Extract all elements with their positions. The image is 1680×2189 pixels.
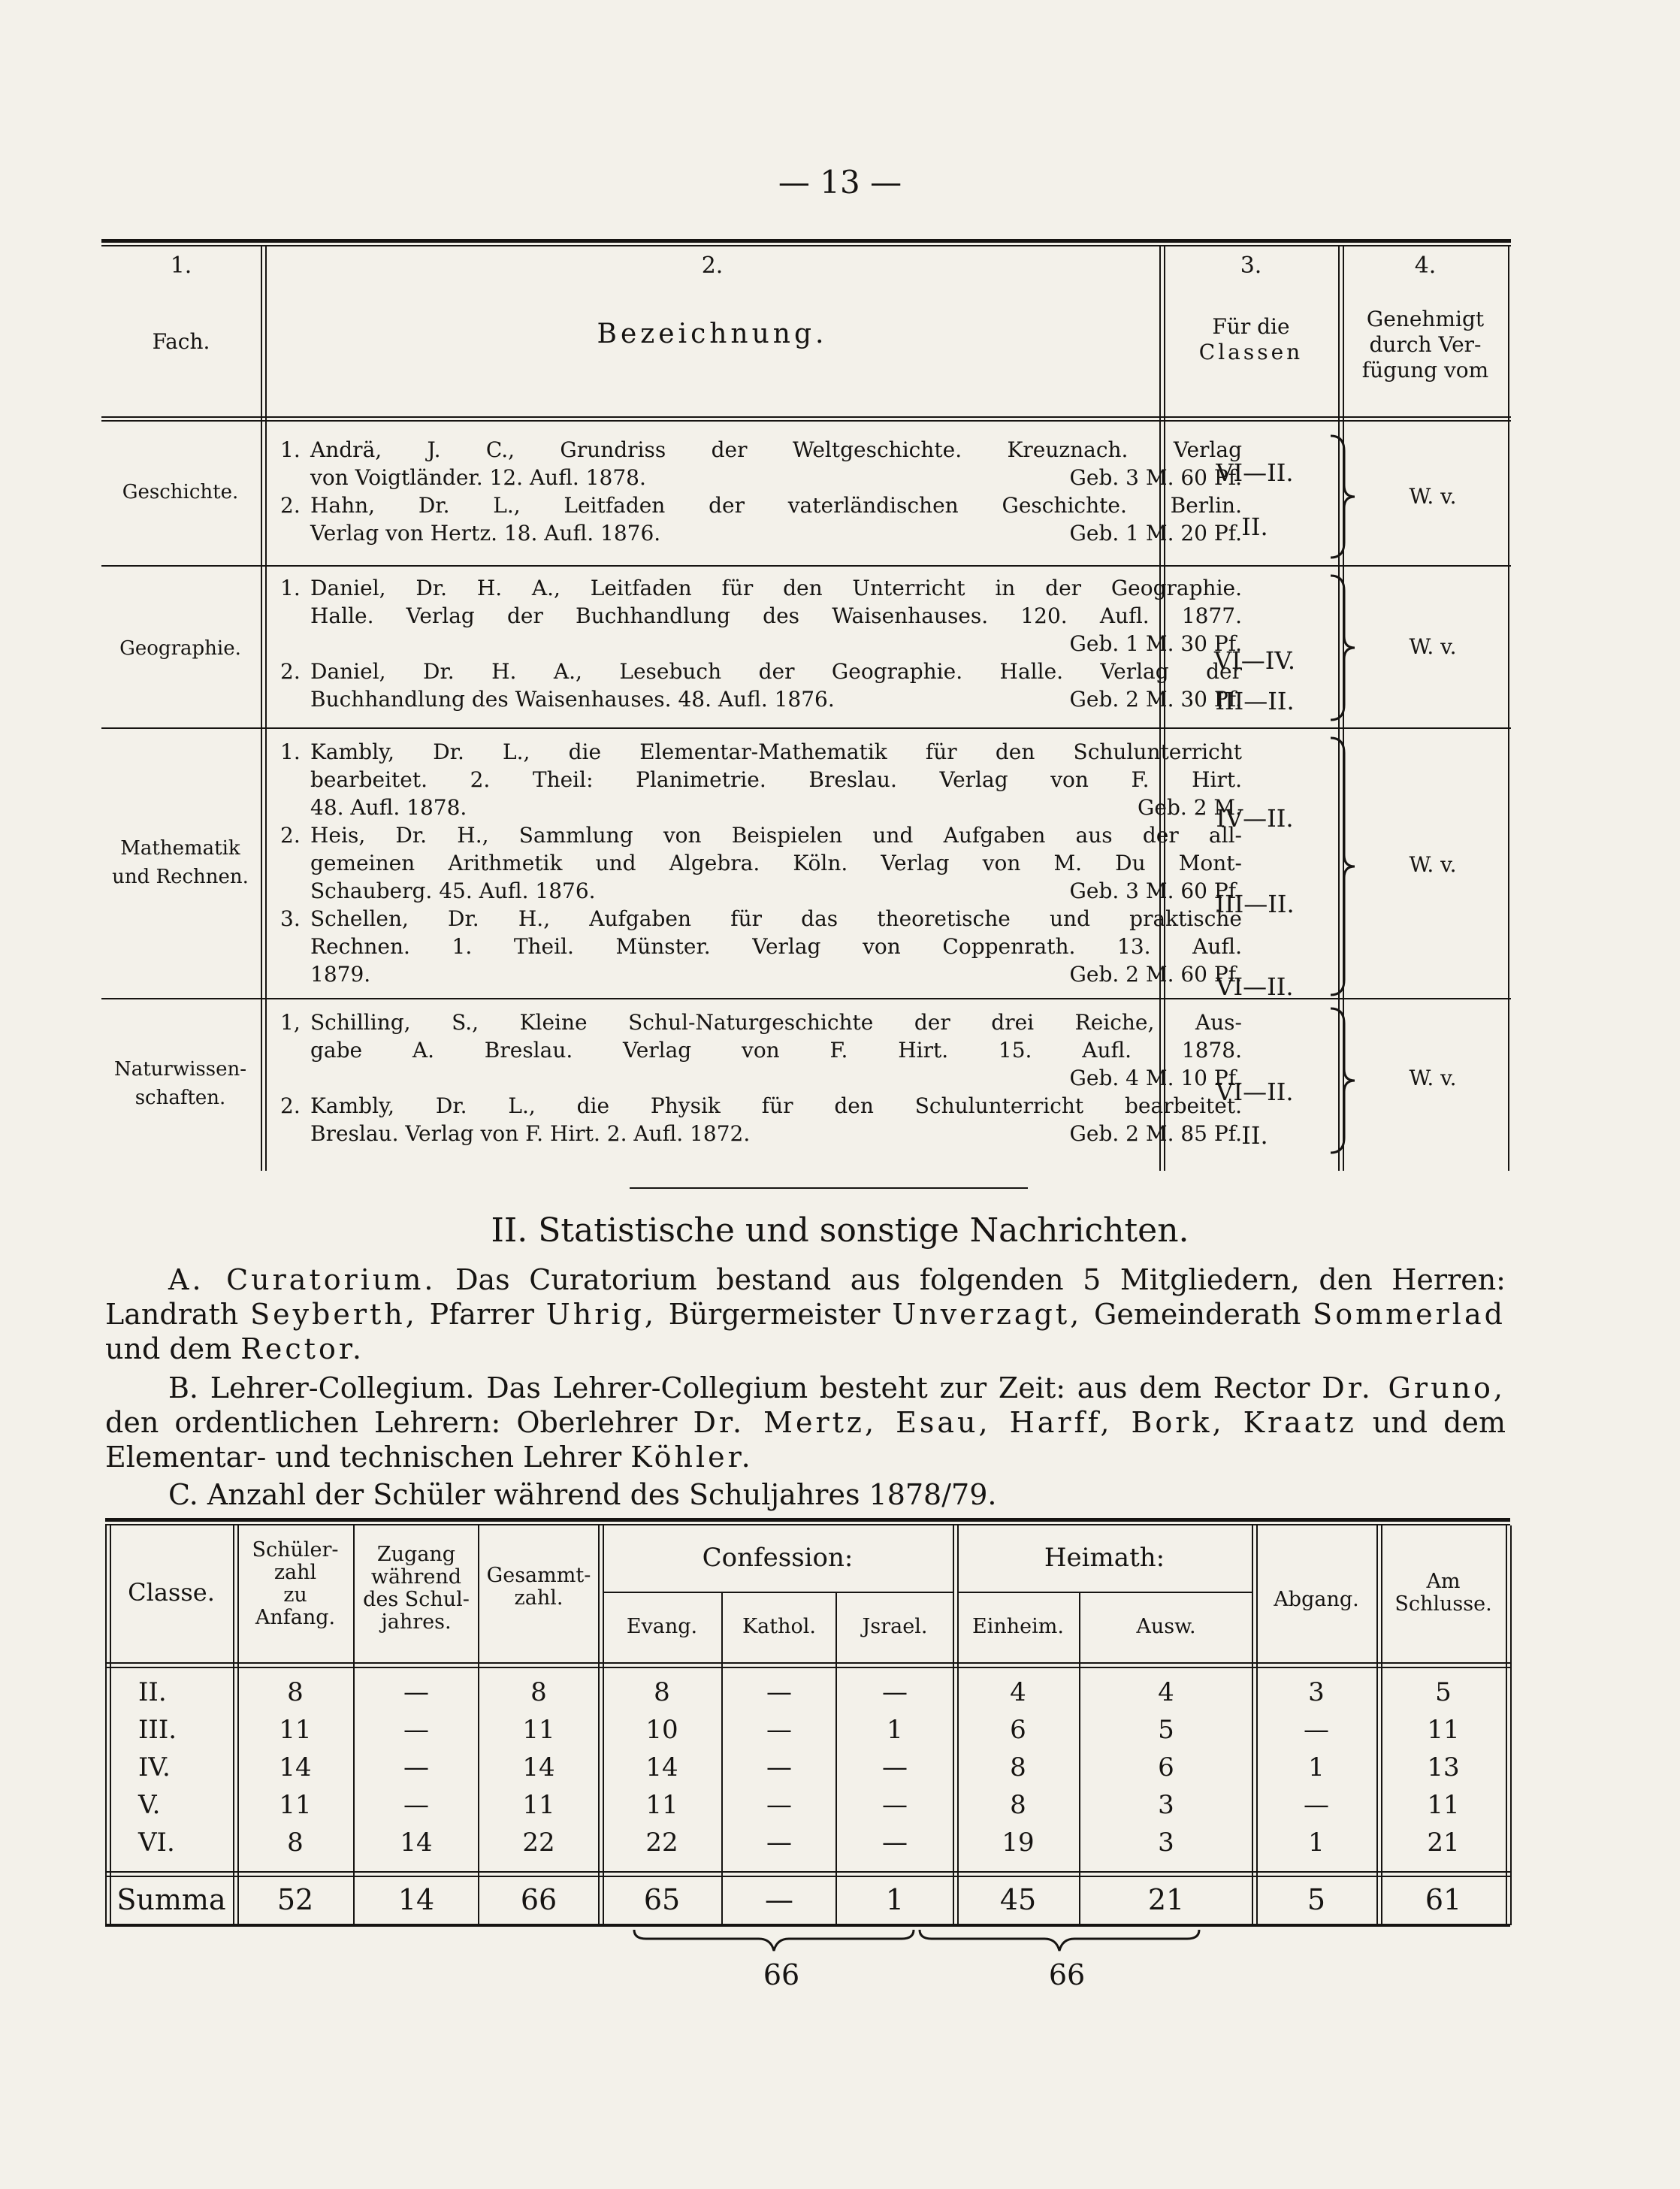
col-number: 4.	[1414, 252, 1437, 279]
col-divider	[953, 1525, 954, 1925]
table-cell: —	[766, 1715, 792, 1745]
summa-cell: 65	[643, 1883, 681, 1916]
header-rule	[105, 1662, 1510, 1664]
table-cell: 5	[1435, 1677, 1452, 1707]
table-cell: 4	[1010, 1677, 1026, 1707]
header-classen: Für die Classen	[1198, 314, 1304, 364]
book-line: Verlag von Hertz. 18. Aufl. 1876. Geb. 1 M. 20 Pf.	[310, 521, 1242, 546]
person-name: Köhler.	[630, 1441, 754, 1474]
table-cell: 22	[522, 1828, 555, 1858]
book-line: gemeinen Arithmetik und Algebra. Köln. Verlag von M. Du Mont-	[310, 851, 1242, 875]
header-kathol: Kathol.	[742, 1615, 816, 1638]
book-line: von Voigtländer. 12. Aufl. 1878. Geb. 3 M. 60 Pf.	[310, 465, 1242, 490]
table-cell: 14	[279, 1752, 312, 1782]
summa-cell: 21	[1147, 1883, 1185, 1916]
class-range: III—II.	[1215, 687, 1295, 715]
table-cell: 14	[645, 1752, 678, 1782]
book-entries	[280, 574, 1242, 713]
table-bottom-rule	[105, 1924, 1510, 1927]
class-range: IV—II.	[1216, 804, 1294, 833]
table-cell: —	[882, 1790, 908, 1820]
anzahl-title: C. Anzahl der Schüler während des Schuljahres 1878/79.	[168, 1478, 997, 1511]
header-genehmigt: Genehmigt durch Ver- fügung vom	[1361, 307, 1489, 382]
summa-rule	[105, 1871, 1510, 1873]
book-line: Breslau. Verlag von F. Hirt. 2. Aufl. 1872. Geb. 2 M. 85 Pf.	[310, 1121, 1242, 1146]
table-cell: 19	[1002, 1828, 1035, 1858]
table-top-rule	[105, 1518, 1510, 1522]
table-cell: 8	[1010, 1752, 1026, 1782]
class-range: VI—II.	[1216, 972, 1294, 1001]
summa-cell: 66	[520, 1883, 557, 1916]
book-line: bearbeitet. 2. Theil: Planimetrie. Breslau. Verlag von F. Hirt.	[310, 767, 1242, 792]
book-line: Geb. 1 M. 30 Pf.	[1069, 631, 1242, 656]
row-class-label: VI.	[138, 1828, 175, 1858]
table-top-rule-thin	[105, 1524, 1510, 1525]
table-cell: —	[766, 1677, 792, 1707]
summa-label: Summa	[116, 1883, 226, 1916]
header-fach: Fach.	[152, 329, 210, 354]
table-cell: 3	[1308, 1677, 1325, 1707]
book-entries	[280, 738, 1242, 988]
table-cell: 11	[522, 1790, 555, 1820]
table-cell: 14	[400, 1828, 433, 1858]
table-top-rule-thin	[101, 245, 1511, 246]
table-cell: 11	[522, 1715, 555, 1745]
col-divider	[261, 246, 262, 1171]
table-cell: 11	[1427, 1790, 1460, 1820]
person-name: Sommerlad	[1313, 1298, 1506, 1331]
right-brace-icon	[1328, 573, 1358, 723]
class-range: II.	[1241, 1121, 1268, 1150]
table-cell: —	[403, 1677, 429, 1707]
approval: W. v.	[1409, 1066, 1457, 1090]
header-evang: Evang.	[626, 1615, 698, 1638]
header-ausw: Ausw.	[1136, 1615, 1196, 1638]
table-cell: 5	[1158, 1715, 1174, 1745]
header-confession: Confession:	[702, 1543, 854, 1573]
class-range: VI—II.	[1216, 458, 1294, 487]
summa-cell: 14	[397, 1883, 435, 1916]
table-cell: 1	[1308, 1752, 1325, 1782]
table-cell: —	[1304, 1715, 1329, 1745]
book-entries	[280, 436, 1242, 547]
col-number: 3.	[1240, 252, 1262, 279]
book-line: 1. Kambly, Dr. L., die Elementar-Mathematik für den Schulunterricht	[280, 739, 1242, 764]
header-heimath: Heimath:	[1044, 1543, 1165, 1573]
col-number: 2.	[701, 252, 724, 279]
header-rule-2	[105, 1667, 1510, 1668]
right-brace-icon	[1328, 735, 1358, 998]
table-cell: —	[403, 1790, 429, 1820]
table-cell: —	[403, 1715, 429, 1745]
book-line: Rechnen. 1. Theil. Münster. Verlag von Coppenrath. 13. Aufl.	[310, 934, 1242, 959]
col-number: 1.	[170, 252, 192, 279]
table-cell: 11	[279, 1715, 312, 1745]
approval: W. v.	[1409, 852, 1457, 877]
header-jsrael: Jsrael.	[862, 1615, 928, 1638]
table-cell: —	[882, 1828, 908, 1858]
header-rule	[101, 416, 1511, 418]
book-line: Halle. Verlag der Buchhandlung des Waisenhauses. 120. Aufl. 1877.	[310, 603, 1242, 628]
lehrer-label: B. Lehrer-Collegium.	[168, 1371, 475, 1404]
subject-label: Geschichte.	[122, 481, 239, 503]
book-line: Geb. 4 M. 10 Pf.	[1069, 1066, 1242, 1090]
page-number: — 13 —	[778, 164, 902, 201]
summa-cell: 61	[1425, 1883, 1462, 1916]
table-cell: 6	[1158, 1752, 1174, 1782]
subheader-rule	[957, 1592, 1252, 1593]
subject-label: Geographie.	[119, 637, 241, 660]
header-schuelerzahl: Schüler- zahl zu Anfang.	[252, 1538, 339, 1629]
table-cell: —	[766, 1752, 792, 1782]
pupil-statistics-table	[105, 1518, 1510, 1954]
table-cell: —	[882, 1752, 908, 1782]
table-cell: 1	[887, 1715, 903, 1745]
row-class-label: V.	[138, 1790, 161, 1820]
table-cell: 11	[1427, 1715, 1460, 1745]
table-cell: —	[766, 1828, 792, 1858]
table-cell: 6	[1010, 1715, 1026, 1745]
table-cell: 21	[1427, 1828, 1460, 1858]
person-name: Dr. Gruno,	[1322, 1371, 1506, 1404]
section-title: II. Statistische und sonstige Nachrichten.	[491, 1211, 1189, 1250]
book-line: 1. Andrä, J. C., Grundriss der Weltgeschichte. Kreuznach. Verlag	[280, 437, 1242, 462]
book-line: 48. Aufl. 1878. Geb. 2 M.	[310, 795, 1242, 820]
person-name: Rector.	[240, 1332, 364, 1365]
table-cell: 8	[287, 1677, 304, 1707]
table-cell: 3	[1158, 1828, 1174, 1858]
col-divider	[233, 1525, 234, 1925]
table-cell: 8	[1010, 1790, 1026, 1820]
book-entries	[280, 1008, 1242, 1147]
row-class-label: II.	[138, 1677, 167, 1707]
group-rule	[101, 565, 1511, 567]
person-name: Unverzagt,	[892, 1298, 1083, 1331]
section-divider	[630, 1187, 1028, 1189]
row-class-label: III.	[138, 1715, 177, 1745]
class-range: VI—IV.	[1213, 646, 1296, 675]
col-divider	[1376, 1525, 1378, 1925]
table-cell: 8	[530, 1677, 547, 1707]
header-abgang: Abgang.	[1274, 1588, 1359, 1611]
table-cell: —	[403, 1752, 429, 1782]
book-line: 2. Kambly, Dr. L., die Physik für den Schulunterricht bearbeitet.	[280, 1093, 1242, 1118]
person-names: Dr. Mertz, Esau, Harff, Bork, Kraatz	[693, 1406, 1357, 1439]
right-brace-icon	[1328, 433, 1358, 561]
table-cell: 11	[645, 1790, 678, 1820]
row-class-label: IV.	[138, 1752, 171, 1782]
table-cell: 1	[1308, 1828, 1325, 1858]
table-cell: 8	[287, 1828, 304, 1858]
book-line: Buchhandlung des Waisenhauses. 48. Aufl. 1876. Geb. 2 M. 30 Pf.	[310, 687, 1242, 712]
class-range: II.	[1241, 512, 1268, 541]
approval: W. v.	[1409, 484, 1457, 509]
col-divider	[1508, 246, 1509, 1171]
book-line: Schauberg. 45. Aufl. 1876. Geb. 3 M. 60 Pf.	[310, 878, 1242, 903]
schoolbook-table	[101, 239, 1511, 1171]
header-am-schlusse: Am Schlusse.	[1394, 1570, 1492, 1616]
summa-cell: 1	[885, 1883, 905, 1916]
table-cell: 8	[654, 1677, 670, 1707]
table-cell: 22	[645, 1828, 678, 1858]
book-line: 2. Daniel, Dr. H. A., Lesebuch der Geographie. Halle. Verlag der	[280, 659, 1242, 684]
col-divider	[265, 246, 267, 1171]
table-cell: 3	[1158, 1790, 1174, 1820]
class-range: VI—II.	[1216, 1078, 1294, 1106]
class-range: III—II.	[1215, 890, 1295, 918]
curatorium-label: A. Curatorium.	[168, 1263, 437, 1296]
group-rule	[101, 727, 1511, 729]
person-name: Uhrig,	[545, 1298, 657, 1331]
table-cell: 13	[1427, 1752, 1460, 1782]
heimath-total: 66	[1048, 1958, 1086, 1991]
right-brace-icon	[1328, 1005, 1358, 1156]
header-zugang: Zugang während des Schul- jahres.	[363, 1543, 470, 1634]
subject-label: Naturwissen- schaften.	[113, 1058, 247, 1109]
table-cell: —	[882, 1677, 908, 1707]
col-divider	[1252, 1525, 1253, 1925]
underbrace-icon	[631, 1928, 1202, 1955]
table-cell: 14	[522, 1752, 555, 1782]
confession-total: 66	[763, 1958, 800, 1991]
header-rule-2	[101, 420, 1511, 422]
header-einheim: Einheim.	[972, 1615, 1064, 1638]
table-cell: —	[766, 1790, 792, 1820]
summa-cell: —	[765, 1883, 793, 1916]
table-cell: 4	[1158, 1677, 1174, 1707]
subject-label: Mathematik und Rechnen.	[112, 837, 249, 888]
table-cell: 11	[279, 1790, 312, 1820]
book-line: 1. Daniel, Dr. H. A., Leitfaden für den Unterricht in der Geographie.	[280, 576, 1242, 600]
col-divider	[1510, 1525, 1512, 1925]
col-divider	[598, 1525, 600, 1925]
table-cell: 10	[645, 1715, 678, 1745]
summa-cell: 52	[276, 1883, 314, 1916]
col-divider	[1506, 1525, 1507, 1925]
header-classe: Classe.	[128, 1578, 215, 1607]
subheader-rule	[603, 1592, 953, 1593]
header-gesammt: Gesammt- zahl.	[486, 1564, 591, 1610]
book-line: 1879. Geb. 2 M. 60 Pf.	[310, 962, 1242, 987]
approval: W. v.	[1409, 634, 1457, 659]
book-line: 2. Hahn, Dr. L., Leitfaden der vaterländischen Geschichte. Berlin.	[280, 493, 1242, 518]
book-line: 3. Schellen, Dr. H., Aufgaben für das theoretische und praktische	[280, 906, 1242, 931]
summa-cell: 45	[999, 1883, 1037, 1916]
summa-rule-2	[105, 1876, 1510, 1877]
lehrer-paragraph: B. Lehrer-Collegium. Das Lehrer-Collegium besteht zur Zeit: aus dem Rector Dr. Gruno, den ordentlichen Lehrern: Oberlehrer Dr. Mertz, Esau, Harff, Bork, Kraatz und dem Elementar- und technischen Lehrer Köhler.	[105, 1371, 1506, 1474]
book-line: gabe A. Breslau. Verlag von F. Hirt. 15. Aufl. 1878.	[310, 1038, 1242, 1063]
curatorium-paragraph: A. Curatorium. Das Curatorium bestand aus folgenden 5 Mitgliedern, den Herren: Landrath Seyberth, Pfarrer Uhrig, Bürgermeister Unverzagt, Gemeinderath Sommerlad und dem Rector.	[105, 1263, 1506, 1365]
table-top-rule	[101, 239, 1511, 243]
person-name: Seyberth,	[250, 1298, 418, 1331]
book-line: 2. Heis, Dr. H., Sammlung von Beispielen und Aufgaben aus der all-	[280, 823, 1242, 848]
header-bezeichnung: Bezeichnung.	[597, 319, 828, 349]
summa-cell: 5	[1307, 1883, 1326, 1916]
book-line: 1, Schilling, S., Kleine Schul-Naturgeschichte der drei Reiche, Aus-	[280, 1010, 1242, 1035]
col-divider	[105, 1525, 107, 1925]
table-cell: —	[1304, 1790, 1329, 1820]
